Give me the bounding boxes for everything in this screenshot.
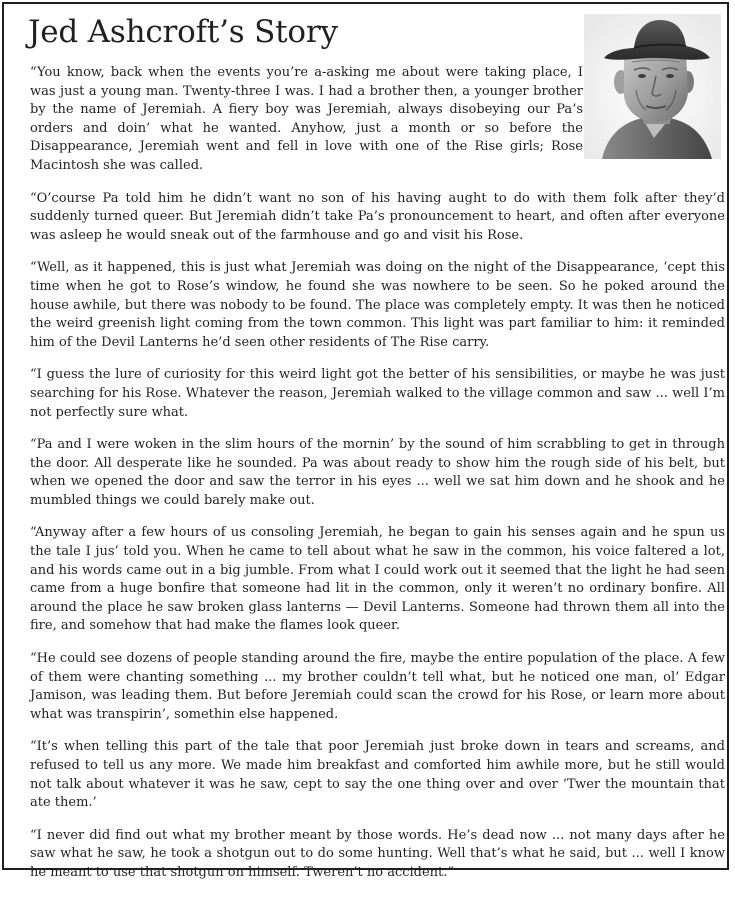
- story-paragraph: “You know, back when the events you’re a-asking me about were taking place, I was just a young man. Twenty-three I was. I had a brother then, a younger brother by the name of Jeremiah. A fiery boy was Jeremiah, always disobeying our Pa’s orders and doin’ what he wanted. Anyhow, just a month or so before the Disappearance, Jeremiah went and fell in love with one of the Rise girls; Rose Macintosh she was called.: [30, 65, 583, 173]
- story-paragraph: “He could see dozens of people standing around the fire, maybe the entire population of the place. A few of them were chanting something ... my brother couldn’t tell what, but he noticed one man, ol’ Edgar Jamison, was leading them. But before Jeremiah could scan the crowd for his Rose, or learn more about what was transpirin’, somethin else happened.: [30, 651, 725, 722]
- handout-page: [2, 2, 729, 880]
- story-paragraph: “Well, as it happened, this is just what Jeremiah was doing on the night of the Disappearance, ‘cept this time when he got to Rose’s window, he found she was nowhere to be seen. So he poked around the house awhile, but there was nobody to be found. The place was completely empty. It was then he noticed the weird greenish light coming from the town common. This light was part familiar to him: it reminded him of the Devil Lanterns he’d seen other residents of The Rise carry.: [30, 260, 725, 350]
- story-paragraph: “Pa and I were woken in the slim hours of the mornin’ by the sound of him scrabbling to get in through the door. All desperate like he sounded. Pa was about ready to show him the rough side of his belt, but when we opened the door and saw the terror in his eyes ... well we sat him down and he shook and he mumbled things we could barely make out.: [30, 437, 725, 508]
- story-paragraph: “Anyway after a few hours of us consoling Jeremiah, he began to gain his senses again and he spun us the tale I jus’ told you. When he came to tell about what he saw in the common, his voice faltered a lot, and his words came out in a big jumble. From what I could work out it seemed that the light he had seen came from a huge bonfire that someone had lit in the common, only it weren’t no ordinary bonfire. All around the place he saw broken glass lanterns — Devil Lanterns. Someone had thrown them all into the fire, and somehow that had make the flames look queer.: [30, 525, 725, 634]
- story-paragraph: “It’s when telling this part of the tale that poor Jeremiah just broke down in tears and screams, and refused to tell us any more. We made him breakfast and comforted him awhile more, but he still would not talk about whatever it was he saw, cept to say the one thing over and over ‘Twer the mountain that ate them.’: [30, 739, 725, 811]
- page-title: Jed Ashcroft’s Story: [28, 14, 338, 50]
- story-paragraph: “O’course Pa told him he didn’t want no son of his having aught to do with them folk after they’d suddenly turned queer. But Jeremiah didn’t take Pa’s pronouncement to heart, and often after everyone was asleep he would sneak out of the farmhouse and go and visit his Rose.: [30, 190, 725, 243]
- story-paragraph: “I never did find out what my brother meant by those words. He’s dead now ... not many days after he saw what he saw, he took a shotgun out to do some hunting. Well that’s what he said, but ... well I know he meant to use that shotgun on himself. Tweren’t no accident.”: [30, 827, 725, 880]
- story-text: [30, 64, 725, 897]
- story-paragraph: “I guess the lure of curiosity for this weird light got the better of his sensibilities, or maybe he was just searching for his Rose. Whatever the reason, Jeremiah walked to the village common and saw ... well I’m not perfectly sure what.: [30, 367, 725, 420]
